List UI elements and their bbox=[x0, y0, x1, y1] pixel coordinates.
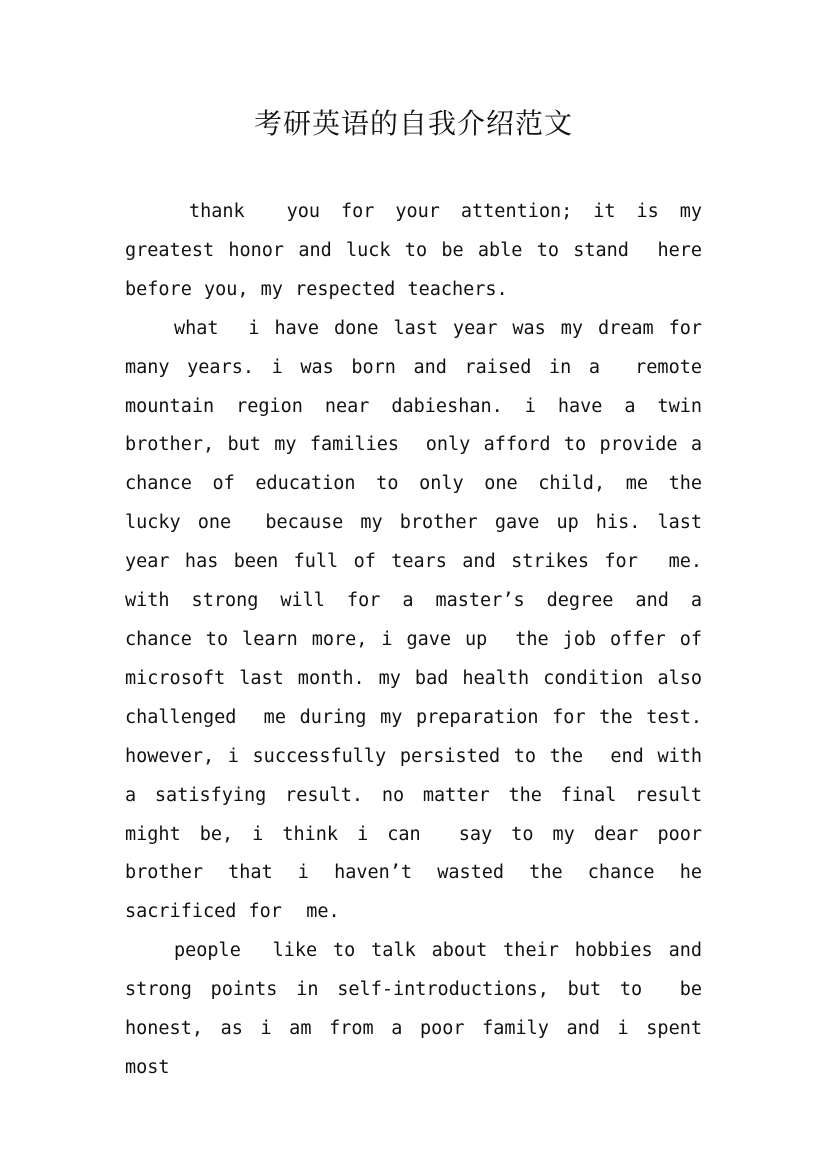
document-body bbox=[125, 193, 715, 1088]
paragraph-hobbies: people like to talk about their hobbies and strong points in self-introductions, but to be honest, as i am from a poor family and i spent most bbox=[125, 940, 715, 1078]
paragraph-thank-you: thank you for your attention; it is my greatest honor and luck to be able to stand here before you, my respected teachers. bbox=[125, 201, 715, 300]
document-title: 考研英语的自我介绍范文 bbox=[253, 107, 573, 140]
paragraph-last-year: what i have done last year was my dream for many years. i was born and raised in a remote mountain region near dabieshan. i have a twin brother, but my families only afford to provide a chance of education to only one child, me the lucky one because my brother gave up his. last year has been full of tears and strikes for me. with strong will for a master’s degree and a chance to learn more, i gave up the job offer of microsoft last month. my bad health condition also challenged me during my preparation for the test. however, i successfully persisted to the end with a satisfying result. no matter the final result might be, i think i can say to my dear poor brother that i haven’t wasted the chance he sacrificed for me. bbox=[125, 317, 715, 923]
